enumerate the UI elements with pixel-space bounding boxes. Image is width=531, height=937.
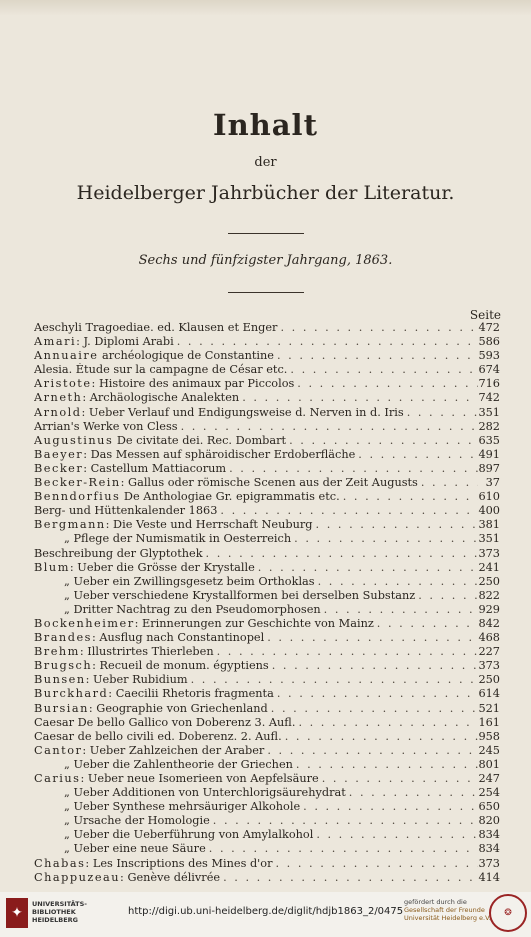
toc-entry <box>34 842 500 856</box>
toc-entry <box>34 645 500 659</box>
dot-leader <box>217 504 478 518</box>
toc-entry <box>34 603 500 617</box>
dot-leader <box>286 434 478 448</box>
page-number: 586 <box>478 335 500 349</box>
toc-entry <box>34 476 500 490</box>
toc-entry <box>34 377 500 391</box>
page-number: 161 <box>478 715 500 729</box>
entry-text: : Caecilii Rhetoris fragmenta <box>108 687 274 701</box>
page-number: 614 <box>478 687 500 701</box>
dot-leader <box>273 857 479 871</box>
entry-text: „ Dritter Nachtrag zu den Pseudomorphosen <box>64 602 321 616</box>
entry-text: archéologique de Constantine <box>98 349 274 363</box>
entry-text: : Ueber Rubidium <box>85 673 188 687</box>
toc-entry <box>34 814 500 828</box>
entry-title <box>34 673 188 687</box>
toc-entry <box>34 561 500 575</box>
toc-entry <box>34 363 500 377</box>
dot-leader <box>210 814 478 828</box>
page-number: 834 <box>478 828 500 842</box>
year-divider <box>228 292 304 293</box>
author-name: Cantor <box>34 743 83 757</box>
dot-leader <box>268 702 478 716</box>
dot-leader <box>293 758 478 772</box>
entry-text: „ Ueber Synthese mehrsäuriger Alkohole <box>64 800 301 814</box>
toc-entry <box>34 490 500 504</box>
author-name: Brugsch <box>34 659 93 673</box>
page-number: 247 <box>478 772 500 785</box>
entry-title <box>34 321 277 335</box>
page-number: 282 <box>478 419 500 433</box>
entry-text: Berg- und Hüttenkalender 1863 <box>34 504 218 518</box>
entry-text: : Ueber die Grösse der Krystalle <box>69 560 255 574</box>
dot-leader <box>274 349 478 363</box>
page-number: 381 <box>478 518 500 532</box>
author-name: Bockenheimer <box>34 616 135 630</box>
entry-text: : Erinnerungen zur Geschichte von Mainz <box>134 616 374 630</box>
page-number: 801 <box>478 757 500 771</box>
toc-entry <box>34 589 500 603</box>
page-column-label: Seite <box>469 308 501 322</box>
author-name: Becker-Rein <box>34 476 121 490</box>
dot-leader <box>206 842 478 856</box>
dot-leader <box>374 617 478 631</box>
entry-text: : Histoire des animaux par Piccolos <box>91 377 295 391</box>
entry-title <box>34 406 404 420</box>
dot-leader <box>269 659 478 673</box>
page-number: 472 <box>478 321 500 334</box>
page-title: Inhalt <box>213 108 318 142</box>
toc-entry <box>34 349 500 363</box>
dot-leader <box>321 603 478 617</box>
toc-entry <box>34 504 500 518</box>
entry-text: : Ausflug nach Constantinopel <box>91 631 265 645</box>
entry-title <box>34 349 274 363</box>
page-number: 610 <box>478 490 500 504</box>
dot-leader <box>239 391 478 405</box>
dot-leader <box>255 561 478 575</box>
dot-leader <box>287 363 478 377</box>
toc-entry <box>34 716 500 730</box>
toc-entry <box>34 631 500 645</box>
page-number: 227 <box>478 645 500 659</box>
author-name: Benndorfius <box>34 490 121 504</box>
author-name: Blum <box>34 560 70 574</box>
entry-text: : Illustrirtes Thierleben <box>79 645 214 659</box>
page-number: 351 <box>478 405 500 419</box>
entry-title <box>34 786 346 800</box>
toc-entry <box>34 730 500 744</box>
page-number: 822 <box>478 588 500 602</box>
toc-entry <box>34 786 500 800</box>
entry-title <box>34 842 206 856</box>
entry-title <box>34 575 315 589</box>
toc-entry <box>34 744 500 758</box>
author-name: Amari <box>34 335 77 349</box>
toc-entry <box>34 871 500 885</box>
entry-text: Caesar De bello Gallico von Doberenz 3. Aufl. <box>34 715 296 729</box>
entry-title <box>34 800 300 814</box>
page-number: 742 <box>478 391 500 405</box>
entry-text: De Anthologiae Gr. epigrammatis etc. <box>120 490 340 504</box>
entry-title <box>34 702 268 716</box>
dot-leader <box>404 406 478 420</box>
author-name: Bergmann <box>34 518 106 532</box>
author-name: Bunsen <box>34 673 86 687</box>
page-number: 593 <box>478 349 500 363</box>
entry-title <box>34 420 178 434</box>
entry-title <box>34 504 217 518</box>
toc-entry <box>34 617 500 631</box>
page-number: 674 <box>478 363 500 377</box>
page-number: 250 <box>478 673 500 687</box>
author-name: Chappuzeau <box>34 870 121 884</box>
entry-title <box>34 659 269 673</box>
toc-entry <box>34 532 500 546</box>
dot-leader <box>264 631 478 645</box>
dot-leader <box>220 871 478 885</box>
page-edge <box>0 0 531 16</box>
page-number: 254 <box>478 786 500 800</box>
entry-text: Arrian's Werke von Cless <box>34 419 178 433</box>
author-name: Chabas <box>34 856 86 870</box>
toc-entry <box>34 547 500 561</box>
sponsor-note: gefördert durch die Gesellschaft der Freunde Universität Heidelberg e.V. <box>404 898 491 922</box>
author-name: Aristote <box>34 377 92 391</box>
entry-title <box>34 828 313 842</box>
entry-text: Caesar de bello civili ed. Doberenz. 2. Aufl. <box>34 729 282 743</box>
journal-title: Heidelberger Jahrbücher der Literatur. <box>76 182 455 204</box>
entry-title <box>34 476 418 490</box>
dot-leader <box>214 645 478 659</box>
author-name: Arnold <box>34 405 82 419</box>
entry-title <box>34 363 287 377</box>
toc-entry <box>34 800 500 814</box>
library-name: UNIVERSITÄTS- BIBLIOTHEK HEIDELBERG <box>32 900 87 924</box>
dot-leader <box>315 575 478 589</box>
entry-title <box>34 462 226 476</box>
toc-entry <box>34 673 500 687</box>
entry-title <box>34 547 203 561</box>
dot-leader <box>264 744 478 758</box>
entry-title <box>34 532 291 546</box>
toc-entry <box>34 687 500 701</box>
toc-entry <box>34 758 500 772</box>
entry-text: „ Ueber verschiedene Krystallformen bei derselben Substanz <box>64 588 416 602</box>
dot-leader <box>418 476 478 490</box>
society-seal-icon: ❂ <box>489 894 527 932</box>
dot-leader <box>313 828 478 842</box>
page-number: 929 <box>478 602 500 616</box>
toc-entry <box>34 434 500 448</box>
title-connector: der <box>254 155 277 170</box>
toc-entry <box>34 772 500 786</box>
entry-text: De civitate dei. Rec. Dombart <box>113 433 287 447</box>
toc-entry <box>34 828 500 842</box>
page-number: 468 <box>478 631 500 645</box>
author-name: Baeyer <box>34 447 84 461</box>
page-number: 716 <box>478 377 500 391</box>
dot-leader <box>178 420 478 434</box>
dot-leader <box>319 772 478 786</box>
page-number: 351 <box>478 532 500 546</box>
entry-text: : Gallus oder römische Scenen aus der Zeit Augusts <box>120 476 418 490</box>
permalink[interactable]: http://digi.ub.uni-heidelberg.de/diglit/hdjb1863_2/0475 <box>128 906 404 917</box>
dot-leader <box>282 730 478 744</box>
entry-text: „ Ueber eine neue Säure <box>64 842 206 856</box>
dot-leader <box>274 687 478 701</box>
dot-leader <box>313 518 478 532</box>
entry-text: : Ueber Verlauf und Endigungsweise d. Nerven in d. Iris <box>81 405 404 419</box>
entry-title <box>34 758 293 772</box>
page-number: 650 <box>478 800 500 814</box>
toc-entry <box>34 575 500 589</box>
entry-text: : Geographie von Griechenland <box>88 701 268 715</box>
toc-entry <box>34 659 500 673</box>
author-name: Becker <box>34 461 84 475</box>
page-number: 521 <box>478 701 500 715</box>
entry-text: „ Ueber die Ueberführung von Amylalkohol <box>64 828 314 842</box>
entry-text: „ Pflege der Numismatik in Oesterreich <box>64 532 292 546</box>
entry-title <box>34 814 210 828</box>
page-number: 491 <box>478 447 500 461</box>
entry-title <box>34 518 313 532</box>
page-number: 958 <box>478 729 500 743</box>
dot-leader <box>300 800 478 814</box>
entry-title <box>34 490 340 504</box>
toc-entry <box>34 420 500 434</box>
entry-text: Beschreibung der Glyptothek <box>34 546 203 560</box>
title-divider <box>228 233 304 234</box>
page-number: 897 <box>478 461 500 475</box>
dot-leader <box>226 462 478 476</box>
page-number: 250 <box>478 574 500 588</box>
entry-title <box>34 631 264 645</box>
page-number: 834 <box>478 842 500 856</box>
page-number: 820 <box>478 814 500 828</box>
entry-title <box>34 772 319 786</box>
toc-entry <box>34 518 500 532</box>
dot-leader <box>294 377 478 391</box>
entry-text: „ Ueber ein Zwillingsgesetz beim Orthoklas <box>64 574 315 588</box>
entry-title <box>34 716 295 730</box>
entry-title <box>34 617 374 631</box>
toc-entry <box>34 406 500 420</box>
page-number: 842 <box>478 616 500 630</box>
toc-entry <box>34 857 500 871</box>
entry-text: „ Ueber die Zahlentheorie der Griechen <box>64 757 293 771</box>
entry-title <box>34 730 282 744</box>
page-number: 373 <box>478 546 500 560</box>
toc-entry <box>34 391 500 405</box>
entry-title <box>34 391 239 405</box>
entry-text: : Recueil de monum. égyptiens <box>92 659 269 673</box>
entry-text: : Die Veste und Herrschaft Neuburg <box>105 518 313 532</box>
entry-title <box>34 561 255 575</box>
dot-leader <box>203 547 478 561</box>
entry-text: : Castellum Mattiacorum <box>83 461 227 475</box>
toc-entry <box>34 321 500 335</box>
dot-leader <box>340 490 478 504</box>
entry-title <box>34 377 294 391</box>
entry-title <box>34 589 415 603</box>
entry-text: : Ueber neue Isomerieen von Aepfelsäure <box>80 772 319 785</box>
dot-leader <box>291 532 478 546</box>
entry-title <box>34 645 214 659</box>
dot-leader <box>174 335 478 349</box>
entry-title <box>34 871 220 885</box>
entry-title <box>34 603 321 617</box>
university-library-logo-icon: ✦ <box>6 898 28 928</box>
author-name: Annuaire <box>34 349 99 363</box>
entry-text: Alesia. Étude sur la campagne de César etc. <box>34 363 288 377</box>
entry-text: : Archäologische Analekten <box>82 391 240 405</box>
page-number: 241 <box>478 560 500 574</box>
page-number: 37 <box>485 476 500 490</box>
entry-text: : Ueber Zahlzeichen der Araber <box>82 743 265 757</box>
dot-leader <box>295 716 478 730</box>
page-number: 414 <box>478 870 500 884</box>
entry-title <box>34 434 286 448</box>
page-number: 400 <box>478 504 500 518</box>
page-number: 373 <box>478 659 500 673</box>
author-name: Arneth <box>34 391 83 405</box>
entry-title <box>34 744 264 758</box>
author-name: Carius <box>34 772 81 785</box>
author-name: Brehm <box>34 645 80 659</box>
entry-text: Aeschyli Tragoediae. ed. Klausen et Enger <box>34 321 278 334</box>
entry-text: : Genève délivrée <box>120 870 221 884</box>
dot-leader <box>188 673 478 687</box>
dot-leader <box>277 321 478 335</box>
dot-leader <box>346 786 478 800</box>
author-name: Bursian <box>34 701 89 715</box>
entry-text: : Das Messen auf sphäroidischer Erdoberfläche <box>83 447 356 461</box>
page-number: 373 <box>478 856 500 870</box>
author-name: Brandes <box>34 631 92 645</box>
digitization-footer <box>0 892 531 937</box>
page-number: 635 <box>478 433 500 447</box>
entry-text: „ Ueber Additionen von Unterchlorigsäurehydrat <box>64 786 346 800</box>
entry-text: „ Ursache der Homologie <box>64 814 210 828</box>
entry-title <box>34 857 273 871</box>
volume-year: Sechs und fünfzigster Jahrgang, 1863. <box>138 253 393 268</box>
entry-text: : J. Diplomi Arabi <box>76 335 174 349</box>
toc-entry <box>34 335 500 349</box>
table-of-contents <box>34 321 500 885</box>
toc-entry <box>34 448 500 462</box>
entry-title <box>34 448 355 462</box>
toc-entry <box>34 462 500 476</box>
page-number: 245 <box>478 743 500 757</box>
dot-leader <box>355 448 478 462</box>
toc-entry <box>34 702 500 716</box>
author-name: Burckhard <box>34 687 109 701</box>
author-name: Augustinus <box>34 433 114 447</box>
entry-title <box>34 687 274 701</box>
dot-leader <box>415 589 478 603</box>
entry-text: : Les Inscriptions des Mines d'or <box>85 856 273 870</box>
entry-title <box>34 335 174 349</box>
